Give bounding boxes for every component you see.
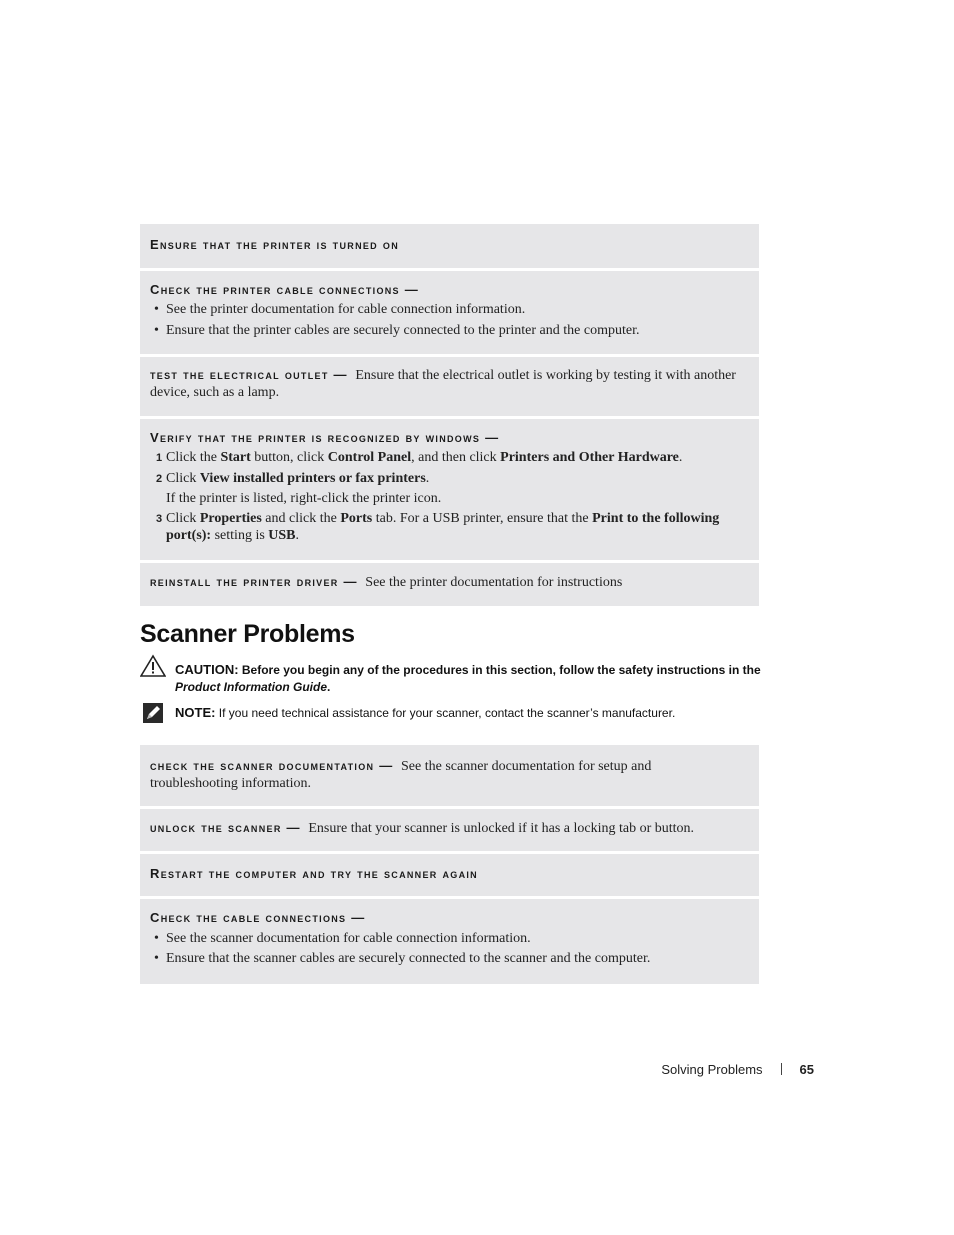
heading-test-outlet: test the electrical outlet — [150,367,348,382]
note-label: NOTE: [175,705,216,720]
check-scanner-docs-text-2: troubleshooting information. [150,776,311,791]
step-3: 3 Click Properties and click the Ports tab. For a USB printer, ensure that the Print to the following [156,511,720,526]
caution-text: Before you begin any of the procedures in this section, follow the safety instructions in the [241,663,761,677]
step-3-cont: port(s): setting is USB. [166,528,300,543]
heading-ensure-printer-on: Ensure that the printer is turned on [150,237,399,252]
box-test-outlet [140,357,759,416]
page-number: 65 [799,1062,814,1077]
test-outlet-text: Ensure that the electrical outlet is working by testing it with another [355,368,736,383]
caution-guide: Product Information Guide [175,680,327,694]
heading-restart-computer: Restart the computer and try the scanner again [150,866,478,881]
note-text: If you need technical assistance for your scanner, contact the scanner’s manufacturer. [218,706,676,720]
bullet-item: • See the scanner documentation for cable connection information. [154,931,531,946]
caution-label: CAUTION: [175,662,239,677]
bullet-item: • Ensure that the printer cables are securely connected to the printer and the computer. [154,323,640,338]
heading-check-cable-connections: Check the cable connections — [150,910,366,925]
unlock-scanner-text: Ensure that your scanner is unlocked if it has a locking tab or button. [308,821,695,836]
section-title: Scanner Problems [140,620,355,648]
heading-verify-windows: Verify that the printer is recognized by windows — [150,430,500,445]
footer-divider [781,1063,782,1075]
heading-reinstall-driver: reinstall the printer driver — [150,574,358,589]
note-pencil-icon [143,703,163,728]
step-1: 1 Click the Start button, click Control Panel, and then click Printers and Other Hardware. [156,450,683,465]
reinstall-text: See the printer documentation for instructions [365,575,623,590]
box-ensure-printer-on [140,224,759,268]
box-reinstall-driver [140,563,759,606]
box-check-cable-connections [140,899,759,984]
caution-notice: CAUTION: Before you begin any of the procedures in this section, follow the safety instructions in the Product Information Guide. [175,662,761,694]
box-restart-computer [140,854,759,896]
footer-section-name: Solving Problems [661,1062,763,1077]
bullet-item: • Ensure that the scanner cables are securely connected to the scanner and the computer. [154,951,651,966]
check-scanner-docs-text: See the scanner documentation for setup and [401,759,652,774]
box-unlock-scanner [140,809,759,851]
heading-check-printer-cable: Check the printer cable connections — [150,282,420,297]
test-outlet-text-2: device, such as a lamp. [150,385,280,400]
step-2: 2 Click View installed printers or fax printers. [156,471,430,486]
note-notice [175,704,765,722]
warning-triangle-icon [140,654,166,683]
box-verify-windows [140,419,759,560]
heading-check-scanner-docs: check the scanner documentation — [150,758,394,773]
bullet-item: • See the printer documentation for cable connection information. [154,302,526,317]
page-footer [661,1062,814,1077]
step-2-note: If the printer is listed, right-click the printer icon. [166,491,442,506]
box-check-printer-cable [140,271,759,354]
box-check-scanner-docs [140,745,759,806]
heading-unlock-scanner: unlock the scanner — [150,820,301,835]
